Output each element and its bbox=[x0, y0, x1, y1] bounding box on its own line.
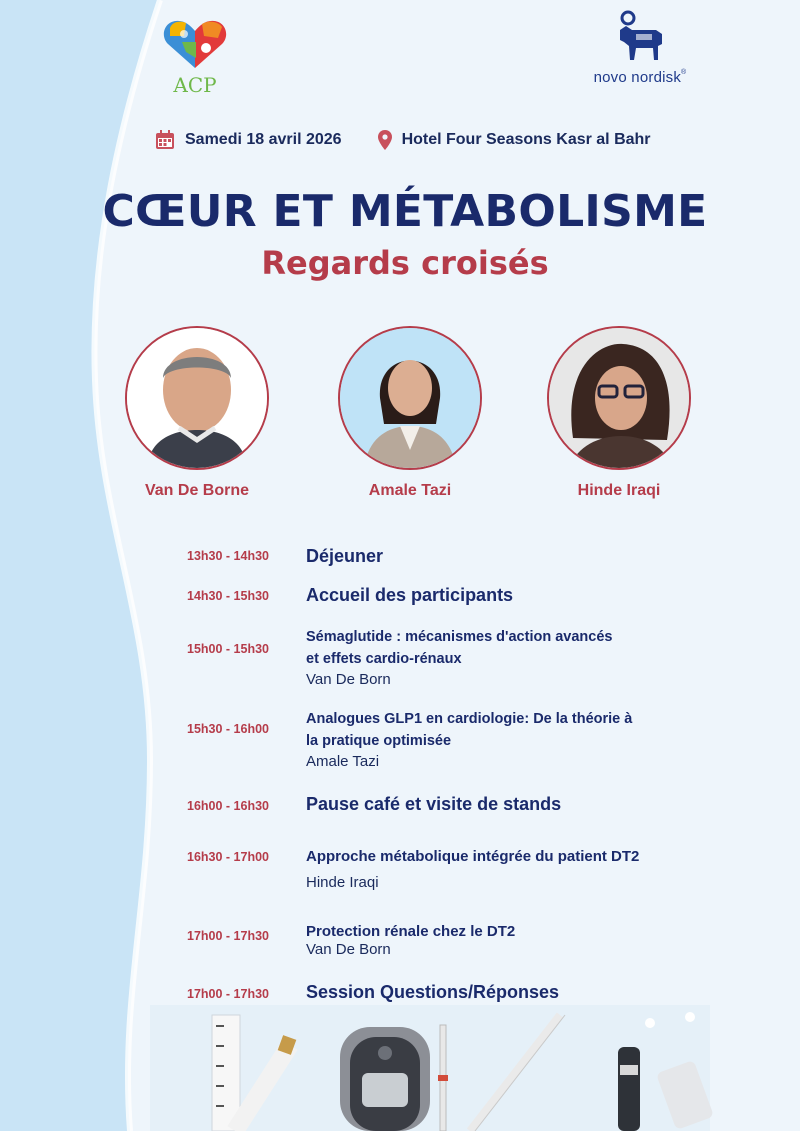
agenda-topic-line: et effets cardio-rénaux bbox=[306, 651, 462, 667]
sponsor-name: novo nordisk bbox=[593, 69, 682, 86]
agenda-topic: Pause café et visite de stands bbox=[306, 794, 562, 814]
agenda-time: 17h00 - 17h30 bbox=[187, 929, 269, 943]
speaker-card bbox=[335, 326, 485, 500]
agenda-speaker: Van De Born bbox=[306, 941, 391, 958]
speaker-card bbox=[544, 326, 694, 500]
speaker-photo bbox=[125, 326, 269, 470]
portrait-woman-icon bbox=[340, 328, 480, 468]
agenda-time: 13h30 - 14h30 bbox=[187, 549, 269, 563]
speaker-name: Hinde Iraqi bbox=[577, 482, 661, 499]
page-subtitle: Regards croisés bbox=[261, 244, 549, 282]
speaker-photo bbox=[547, 326, 691, 470]
agenda-speaker: Amale Tazi bbox=[306, 753, 380, 770]
speaker-name: Van De Borne bbox=[144, 482, 250, 499]
agenda-topic: Protection rénale chez le DT2 bbox=[306, 923, 516, 940]
speaker-name: Amale Tazi bbox=[368, 482, 452, 499]
novo-nordisk-text bbox=[585, 69, 695, 86]
novo-nordisk-logo bbox=[585, 10, 695, 86]
location-pin-icon bbox=[378, 130, 392, 150]
agenda-time: 14h30 - 15h30 bbox=[187, 589, 269, 603]
agenda-topic: Session Questions/Réponses bbox=[306, 982, 560, 1002]
agenda-topic: Accueil des participants bbox=[306, 585, 514, 605]
calendar-icon bbox=[155, 130, 175, 150]
agenda-time: 16h30 - 17h00 bbox=[187, 850, 269, 864]
page-title: CŒUR ET MÉTABOLISME bbox=[102, 186, 708, 237]
acp-logo-text: ACP bbox=[173, 73, 217, 97]
insulin-pen-icon bbox=[618, 1047, 640, 1131]
acp-logo bbox=[160, 18, 230, 97]
agenda-speaker: Van De Born bbox=[306, 671, 391, 688]
medical-equipment-illustration bbox=[0, 1005, 800, 1131]
agenda-time: 15h30 - 16h00 bbox=[187, 722, 269, 736]
glucometer-icon bbox=[340, 1027, 430, 1131]
speaker-card bbox=[122, 326, 272, 500]
event-date bbox=[155, 130, 342, 150]
agenda-topic: Approche métabolique intégrée du patient DT2 bbox=[306, 848, 640, 865]
agenda-speaker: Hinde Iraqi bbox=[306, 874, 379, 891]
puzzle-heart-icon bbox=[162, 18, 228, 70]
portrait-man-icon bbox=[127, 328, 267, 468]
agenda-time: 16h00 - 16h30 bbox=[187, 799, 269, 813]
speaker-photo bbox=[338, 326, 482, 470]
agenda-topic: Déjeuner bbox=[306, 546, 384, 566]
agenda-time: 17h00 - 17h30 bbox=[187, 987, 269, 1001]
agenda-time: 15h00 - 15h30 bbox=[187, 642, 269, 656]
agenda-topic-line: Sémaglutide : mécanismes d'action avancés bbox=[306, 629, 613, 645]
apis-bull-icon bbox=[612, 10, 668, 66]
event-info bbox=[155, 130, 651, 150]
agenda-topic-line: Analogues GLP1 en cardiologie: De la théorie à bbox=[306, 711, 633, 727]
registered-mark: ® bbox=[681, 69, 687, 76]
event-venue bbox=[378, 130, 651, 150]
portrait-woman-glasses-icon bbox=[549, 328, 689, 468]
event-venue-text: Hotel Four Seasons Kasr al Bahr bbox=[401, 131, 651, 148]
event-date-text: Samedi 18 avril 2026 bbox=[185, 131, 342, 148]
agenda-topic-line: la pratique optimisée bbox=[306, 733, 452, 749]
